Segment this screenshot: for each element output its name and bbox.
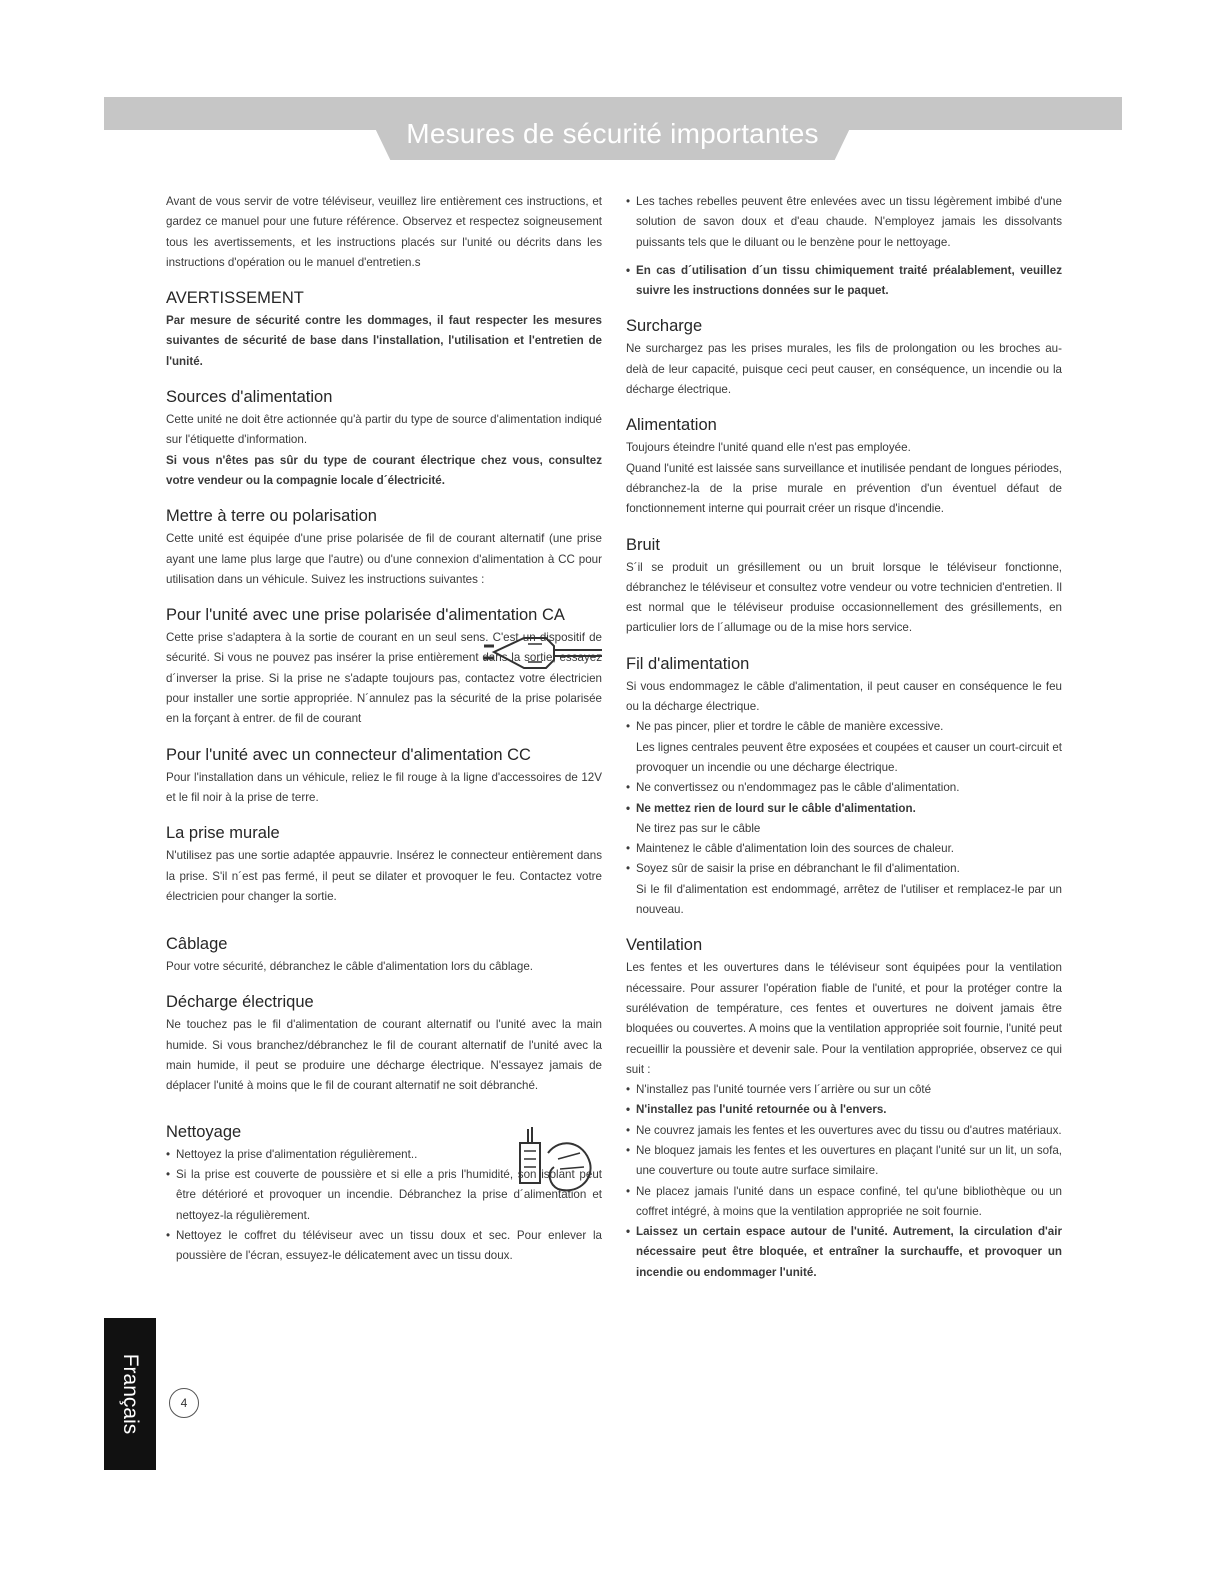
ventilation-item-5: • Ne placez jamais l'unité dans un espace confiné, tel qu'une bibliothèque ou un coffret intégré, à moins que la ventilation appropriée ne soit fournie. — [626, 1182, 1062, 1223]
language-label: Français — [119, 1353, 142, 1435]
heading-alimentation: Alimentation — [626, 416, 717, 435]
ventilation-item-3: • Ne couvrez jamais les fentes et les ouvertures avec du tissu ou d'autres matériaux. — [626, 1121, 1062, 1141]
ventilation-item-6: • Laissez un certain espace autour de l'unité. Autrement, la circulation d'air nécessaire peut être bloquée, et entraîner la surchauffe, et provoquer un incendie ou endommager l'unité. — [626, 1222, 1062, 1283]
murale-text: N'utilisez pas une sortie adaptée appauvrie. Insérez le connecteur entièrement dans la prise. S'il n´est pas fermé, il peut se dilater et provoquer le feu. Contactez votre électricien pour changer la sortie. — [166, 849, 602, 903]
taches-item-2: • En cas d´utilisation d´un tissu chimiquement traité préalablement, veuillez suivre les instructions données sur le paquet. — [626, 261, 1062, 302]
heading-murale: La prise murale — [166, 824, 280, 843]
heading-decharge: Décharge électrique — [166, 993, 314, 1012]
heading-cablage: Câblage — [166, 935, 228, 954]
heading-fil: Fil d'alimentation — [626, 654, 750, 673]
ventilation-item-2: • N'installez pas l'unité retournée ou à l'envers. — [626, 1100, 1062, 1120]
page-title: Mesures de sécurité importantes — [406, 118, 819, 149]
sources-text-1: Cette unité ne doit être actionnée qu'à partir du type de source d'alimentation indiqué sur l'étiquette d'information. — [166, 413, 602, 447]
bruit-text: S´il se produit un grésillement ou un bruit lorsque le téléviseur fonctionne, débranchez le téléviseur et consultez votre vendeur ou votre technicien d'entretien. Il est normal que le téléviseur produise occasionnellement des grésillements, en particulier lors de l´allumage ou de la mise hors service. — [626, 560, 1062, 635]
right-column — [626, 192, 1062, 1283]
fil-item-3-cont: Ne tirez pas sur le câble — [636, 821, 761, 835]
polarisee-block — [166, 628, 602, 729]
surcharge-text: Ne surchargez pas les prises murales, les fils de prolongation ou les broches au-delà de leur capacité, puisque ceci peut causer, en conséquence, un incendie ou la décharge électrique. — [626, 342, 1062, 397]
cablage-text: Pour votre sécurité, débranchez le câble d'alimentation lors du câblage. — [166, 960, 533, 974]
nettoyage-item-1: • Nettoyez la prise d'alimentation régulièrement.. — [166, 1145, 602, 1165]
nettoyage-item-2: • Si la prise est couverte de poussière et si elle a pris l'humidité, son isolant peut être détérioré et provoquer un incendie. Débranchez la prise d´alimentation et nettoyez-la régulièrement. — [166, 1165, 602, 1226]
plug-icon — [484, 630, 602, 674]
fil-item-5: • Soyez sûr de saisir la prise en débranchant le fil d'alimentation. — [626, 859, 1062, 879]
heading-nettoyage: Nettoyage — [166, 1122, 242, 1141]
fil-text: Si vous endommagez le câble d'alimentation, il peut causer en conséquence le feu ou la décharge électrique. — [626, 679, 1062, 714]
intro-text: Avant de vous servir de votre téléviseur, veuillez lire entièrement ces instructions, et gardez ce manuel pour une future référence. Observez et respectez soigneusement tous les avertissements, et les instructions placés sur l'unité ou décrits dans les instructions d'opération ou le manuel d'entretien.s — [166, 195, 602, 269]
ventilation-item-1: • N'installez pas l'unité tournée vers l´arrière ou sur un côté — [626, 1080, 1062, 1100]
avertissement-text: Par mesure de sécurité contre les dommages, il faut respecter les mesures suivantes de sécurité de base dans l'installation, l'utilisation et l'entretien de l'unité. — [166, 314, 602, 368]
ventilation-text: Les fentes et les ouvertures dans le téléviseur sont équipées pour la ventilation nécessaire. Pour assurer l'opération fiable de l'unité, et pour la protéger contre la surélévation de température, ces fentes et ouvertures ne doivent jamais être bloquées ou couvertes. A moins que la ventilation appropriée soit fournie, l'unité peut recueillir la poussière et devenir sale. Pour la ventilation appropriée, observez ce qui suit : — [626, 961, 1062, 1076]
alimentation-text-2: Quand l'unité est laissée sans surveillance et inutilisée pendant de longues périodes, débranchez-la de la prise murale en prévention d'un éventuel défaut de fonctionnement interne qui pourrait créer un risque d'incendie. — [626, 461, 1062, 516]
heading-surcharge: Surcharge — [626, 317, 703, 336]
heading-ventilation: Ventilation — [626, 936, 703, 955]
left-column — [166, 192, 602, 1266]
fil-item-1-cont: Les lignes centrales peuvent être exposées et coupées et causer un court-circuit et provoquer un incendie ou une décharge électrique. — [636, 740, 1062, 774]
fil-item-2: • Ne convertissez ou n'endommagez pas le câble d'alimentation. — [626, 778, 1062, 798]
fil-item-4: • Maintenez le câble d'alimentation loin des sources de chaleur. — [626, 839, 1062, 859]
heading-bruit: Bruit — [626, 535, 660, 554]
heading-connecteur: Pour l'unité avec un connecteur d'alimentation CC — [166, 745, 531, 764]
taches-item-1: • Les taches rebelles peuvent être enlevées avec un tissu légèrement imbibé d'une solution de savon doux et d'eau chaude. N'employez jamais les dissolvants puissants tels que le diluant ou le benzène pour le nettoyage. — [626, 192, 1062, 253]
ventilation-item-4: • Ne bloquez jamais les fentes et les ouvertures en plaçant l'unité sur un lit, un sofa, une couverture ou toute autre surface similaire. — [626, 1141, 1062, 1182]
terre-text: Cette unité est équipée d'une prise polarisée de fil de courant alternatif (une prise ayant une lame plus large que l'autre) ou d'une connexion d'alimentation à CC pour utilisation dans un véhicule. Suivez les instructions suivantes : — [166, 532, 602, 586]
polarisee-text: Cette prise s'adaptera à la sortie de courant en un seul sens. C'est un dispositif de sécurité. Si vous ne pouvez pas insérer la prise entièrement dans la sortie, essayez d´inverser la prise. Si la prise ne s'adapte toujours pas, contactez votre électricien pour installer une sortie appropriée. N´annulez pas la sécurité de la prise polarisée en la forçant à entrer. de fil de courant — [166, 631, 602, 726]
heading-terre: Mettre à terre ou polarisation — [166, 507, 377, 526]
heading-sources: Sources d'alimentation — [166, 388, 333, 407]
heading-polarisee: Pour l'unité avec une prise polarisée d'alimentation CA — [166, 606, 565, 625]
fil-item-5-cont: Si le fil d'alimentation est endommagé, arrêtez de l'utiliser et remplacez-le par un nouveau. — [636, 882, 1062, 917]
fil-item-3: • Ne mettez rien de lourd sur le câble d'alimentation. — [626, 799, 1062, 819]
connecteur-text: Pour l'installation dans un véhicule, reliez le fil rouge à la ligne d'accessoires de 12V et le fil noir à la prise de terre. — [166, 770, 602, 804]
heading-avertissement: AVERTISSEMENT — [166, 289, 304, 308]
decharge-text: Ne touchez pas le fil d'alimentation de courant alternatif ou l'unité avec la main humide. Si vous branchez/débranchez le fil de courant alternatif de l'unité avec la main humide, il peut se produire une décharge électrique. N'essayez jamais de déplacer l'unité à moins que le fil de courant alternatif ne soit débranché. — [166, 1018, 602, 1093]
alimentation-text-1: Toujours éteindre l'unité quand elle n'est pas employée. — [626, 441, 911, 455]
sources-text-2: Si vous n'êtes pas sûr du type de courant électrique chez vous, consultez votre vendeur ou la compagnie locale d´électricité. — [166, 453, 602, 487]
fil-item-1: • Ne pas pincer, plier et tordre le câble de manière excessive. — [626, 717, 1062, 737]
nettoyage-block — [166, 1121, 602, 1267]
nettoyage-item-3: • Nettoyez le coffret du téléviseur avec un tissu doux et sec. Pour enlever la poussière de l'écran, essuyez-le délicatement avec un tissu doux. — [166, 1226, 602, 1267]
page-number: 4 — [169, 1388, 199, 1418]
